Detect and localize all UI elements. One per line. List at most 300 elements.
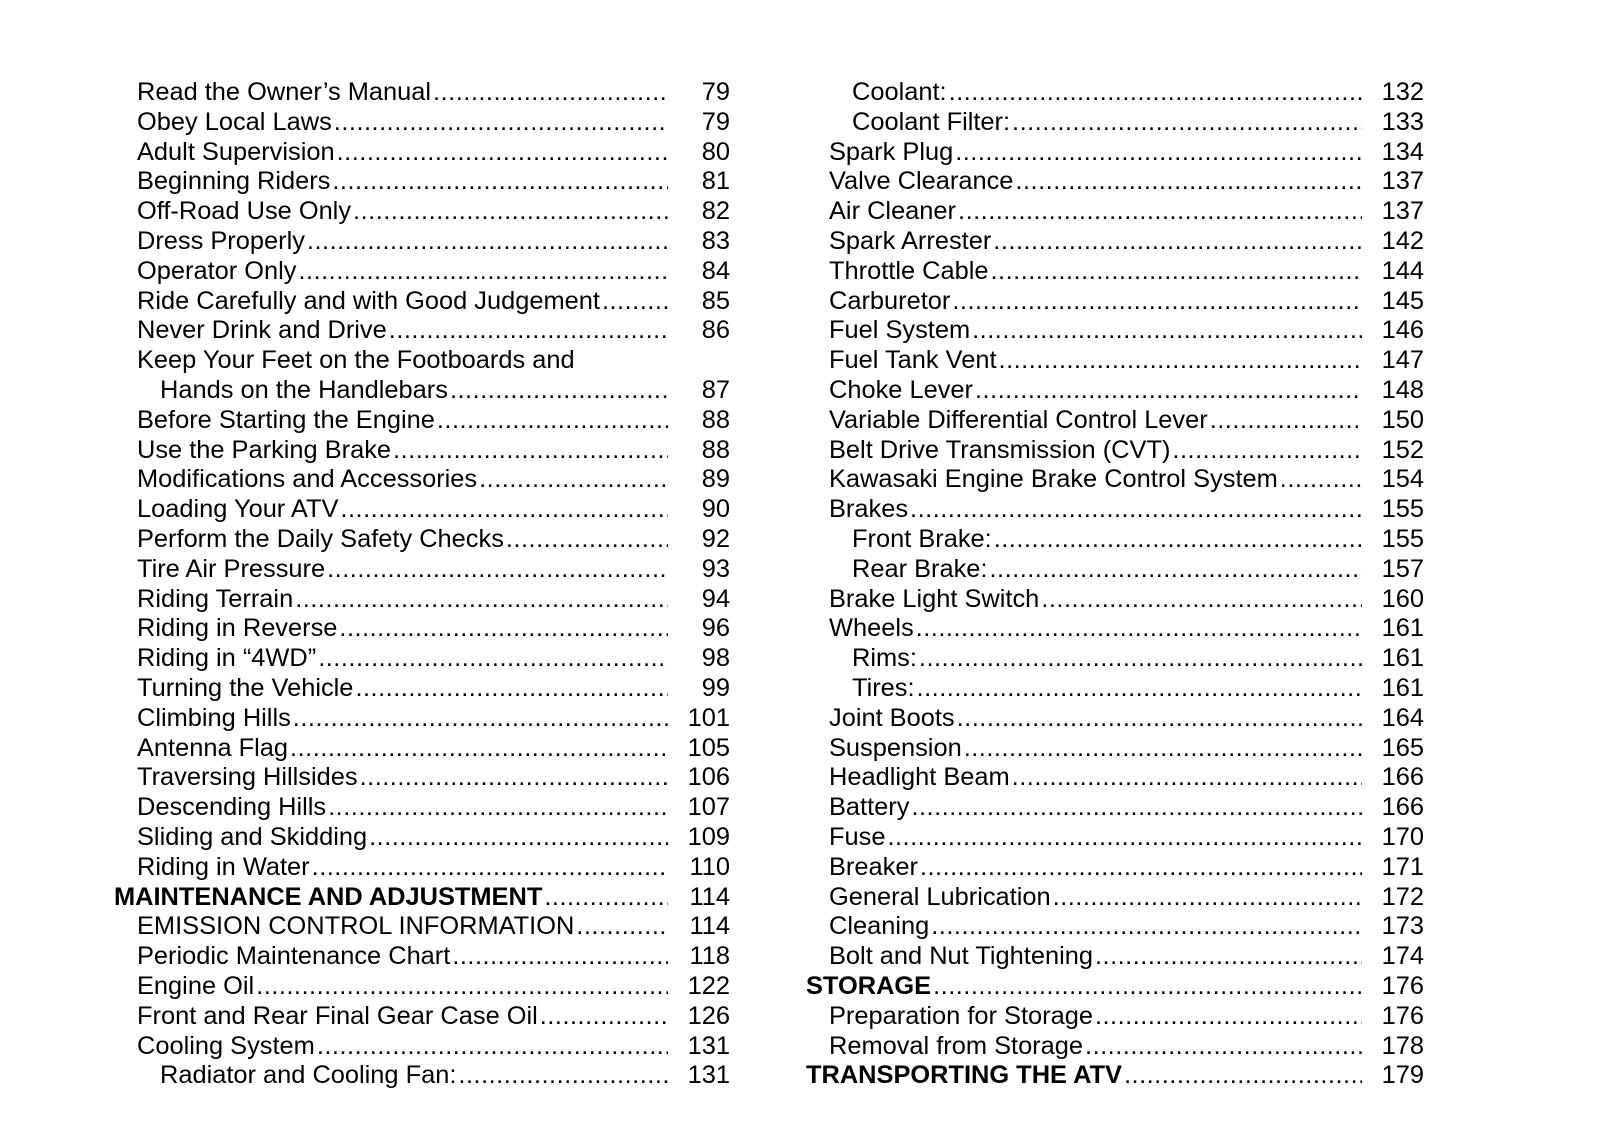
toc-entry-title-wrap [114,644,668,674]
toc-entry-title-wrap [806,376,1362,406]
toc-entry-title: Hands on the Handlebars [160,375,448,404]
toc-entry-title-wrap [114,346,668,376]
toc-entry[interactable] [114,1032,730,1062]
toc-dot-leader [1278,465,1362,495]
toc-entry-title-wrap [114,108,668,138]
toc-entry[interactable] [806,138,1424,168]
toc-entry-title-wrap [806,227,1362,257]
toc-dot-leader [332,108,668,138]
toc-entry[interactable] [114,614,730,644]
toc-entry-title: Perform the Daily Safety Checks [137,524,504,553]
toc-entry-title-wrap [114,406,668,436]
toc-entry-title: Joint Boots [829,703,955,732]
toc-entry[interactable] [114,555,730,585]
toc-dot-leader [987,555,1362,585]
toc-page-number: 90 [701,495,730,524]
toc-page-number: 164 [1381,703,1424,732]
toc-entry-title: Turning the Vehicle [137,673,354,702]
toc-entry[interactable] [806,465,1424,495]
toc-entry-title: Climbing Hills [137,703,291,732]
toc-dot-leader [991,227,1362,257]
toc-entry-title: Cooling System [137,1031,315,1060]
toc-entry-title-wrap [114,763,668,793]
toc-entry-title-wrap [806,436,1362,466]
toc-entry-title: Front Brake: [852,524,992,553]
toc-dot-leader [956,197,1362,227]
toc-entry[interactable] [806,704,1424,734]
toc-page-number: 84 [701,256,730,285]
toc-entry-title-wrap [114,525,668,555]
toc-entry[interactable] [806,495,1424,525]
toc-entry-title: Choke Lever [829,375,973,404]
toc-dot-leader [600,287,668,317]
toc-entry[interactable] [114,406,730,436]
toc-entry-title: EMISSION CONTROL INFORMATION [137,912,575,941]
toc-entry-title: Battery [829,793,910,822]
toc-page-number: 154 [1381,465,1424,494]
toc-page-number: 92 [701,524,730,553]
toc-entry[interactable] [806,436,1424,466]
toc-entry[interactable] [114,78,730,108]
toc-page-number: 81 [701,167,730,196]
toc-page-number: 146 [1381,316,1424,345]
toc-dot-leader [353,674,668,704]
toc-dot-leader [1013,167,1362,197]
toc-entry-title: Bolt and Nut Tightening [829,942,1093,971]
toc-entry[interactable] [806,197,1424,227]
toc-entry[interactable] [806,108,1424,138]
toc-dot-leader [254,972,668,1002]
toc-entry[interactable] [806,525,1424,555]
toc-entry[interactable] [114,227,730,257]
toc-dot-leader [917,644,1362,674]
toc-page-number: 80 [701,137,730,166]
toc-page-number: 148 [1381,375,1424,404]
toc-page-number: 166 [1381,793,1424,822]
toc-dot-leader [310,853,668,883]
toc-dot-leader [1039,585,1362,615]
toc-page-number: 109 [687,822,730,851]
toc-entry[interactable] [806,167,1424,197]
toc-entry[interactable] [114,495,730,525]
toc-left-column [114,78,730,1091]
toc-entry-title: Traversing Hillsides [137,763,358,792]
toc-page-number: 98 [701,644,730,673]
toc-dot-leader [955,704,1362,734]
toc-entry[interactable] [806,614,1424,644]
toc-dot-leader [288,734,668,764]
toc-dot-leader [953,138,1362,168]
toc-entry-title: Brakes [829,495,909,524]
toc-page-number: 176 [1381,971,1424,1000]
toc-entry-title: Cleaning [829,912,930,941]
toc-entry[interactable] [806,346,1424,376]
toc-entry[interactable] [114,257,730,287]
toc-entry-title: Coolant Filter: [852,107,1011,136]
toc-page-number: 93 [701,554,730,583]
toc-dot-leader [915,674,1362,704]
toc-page-number: 79 [701,107,730,136]
toc-page-number: 155 [1381,524,1424,553]
toc-entry[interactable] [114,853,730,883]
toc-entry[interactable] [114,167,730,197]
toc-page-number: 86 [701,316,730,345]
toc-page-number: 137 [1381,197,1424,226]
toc-entry[interactable] [806,1002,1424,1032]
toc-entry[interactable] [806,406,1424,436]
toc-entry-title-wrap [114,1002,668,1032]
toc-page-number: 133 [1381,107,1424,136]
toc-entry-title: General Lubrication [829,882,1051,911]
toc-entry-title-wrap [806,316,1362,346]
toc-page-number: 152 [1381,435,1424,464]
toc-page-number: 106 [687,763,730,792]
toc-page-number: 105 [687,733,730,762]
toc-page-number: 142 [1381,226,1424,255]
toc-entry[interactable] [114,376,730,406]
toc-dot-leader [316,644,668,674]
toc-entry-title: Fuel System [829,316,971,345]
toc-entry-title: Riding in “4WD” [137,644,317,673]
toc-dot-leader [296,257,668,287]
toc-entry-title: Wheels [829,614,914,643]
toc-entry-title-wrap [806,793,1362,823]
toc-entry-title-wrap [114,227,668,257]
toc-dot-leader [988,257,1362,287]
toc-dot-leader [908,495,1362,525]
toc-entry-title: Tire Air Pressure [137,554,326,583]
toc-page-number: 155 [1381,495,1424,524]
toc-page-number: 99 [701,673,730,702]
toc-entry[interactable] [114,763,730,793]
toc-entry-title: Preparation for Storage [829,1001,1093,1030]
toc-page-number: 83 [701,226,730,255]
toc-entry-title-wrap [806,555,1362,585]
toc-entry[interactable] [114,912,730,942]
toc-entry-title-wrap [114,465,668,495]
toc-entry[interactable] [114,465,730,495]
toc-dot-leader [325,555,668,585]
toc-entry-title-wrap [806,346,1362,376]
toc-entry[interactable] [114,436,730,466]
toc-dot-leader [391,436,668,466]
toc-dot-leader [326,793,668,823]
toc-entry-title: Operator Only [137,256,297,285]
toc-entry[interactable] [806,585,1424,615]
toc-entry-title-wrap [806,108,1362,138]
toc-page-number: 160 [1381,584,1424,613]
toc-entry-title-wrap [114,912,668,942]
toc-entry-title: Riding in Water [137,852,310,881]
toc-section-heading[interactable] [806,972,1424,1002]
toc-entry-title: Spark Plug [829,137,954,166]
toc-entry-title-wrap [806,167,1362,197]
toc-entry-title-wrap [806,704,1362,734]
toc-entry-title: Engine Oil [137,971,255,1000]
toc-dot-leader [435,406,668,436]
toc-entry[interactable] [114,972,730,1002]
toc-entry-title-wrap [806,823,1362,853]
toc-entry-title-wrap [114,823,668,853]
toc-entry-title-wrap [114,436,668,466]
toc-entry[interactable] [114,734,730,764]
toc-dot-leader [538,1002,668,1032]
toc-entry[interactable] [114,823,730,853]
toc-page-number: 131 [687,1061,730,1090]
toc-entry-title-wrap [114,495,668,525]
toc-dot-leader [335,138,668,168]
toc-entry-title: Valve Clearance [829,167,1014,196]
toc-entry[interactable] [114,942,730,972]
toc-section-heading[interactable] [114,883,730,913]
toc-entry[interactable] [114,138,730,168]
toc-entry[interactable] [114,644,730,674]
toc-entry-title-wrap [806,942,1362,972]
toc-dot-leader [992,525,1362,555]
toc-entry-title: Use the Parking Brake [137,435,392,464]
toc-entry-title: Kawasaki Engine Brake Control System [829,465,1278,494]
toc-entry[interactable] [114,1061,730,1091]
toc-entry[interactable] [114,704,730,734]
toc-entry-title-wrap [806,585,1362,615]
toc-entry-title-wrap [806,465,1362,495]
toc-entry-title-wrap [114,555,668,585]
toc-entry[interactable] [806,376,1424,406]
toc-entry[interactable] [114,108,730,138]
toc-entry-title: Spark Arrester [829,226,992,255]
toc-entry[interactable] [114,1002,730,1032]
toc-entry-title-wrap [806,138,1362,168]
toc-entry-title: Periodic Maintenance Chart [137,942,451,971]
toc-dot-leader [947,78,1362,108]
toc-page-number: 87 [701,375,730,404]
toc-entry-title: Front and Rear Final Gear Case Oil [137,1001,538,1030]
toc-dot-leader [338,495,668,525]
toc-entry-title: Obey Local Laws [137,107,332,136]
toc-dot-leader [914,614,1362,644]
toc-section-heading[interactable] [806,1061,1424,1091]
toc-entry-title: Descending Hills [137,793,327,822]
toc-dot-leader [1083,1032,1362,1062]
toc-entry-title-wrap [806,197,1362,227]
toc-page-number: 131 [687,1031,730,1060]
toc-entry-title-wrap [114,197,668,227]
toc-entry[interactable] [806,674,1424,704]
toc-entry-title-wrap [806,972,1362,1002]
toc-entry-title-wrap [114,853,668,883]
toc-entry-title: Riding Terrain [137,584,294,613]
toc-page-number: 88 [701,435,730,464]
toc-entry[interactable] [114,287,730,317]
toc-dot-leader [1010,108,1362,138]
toc-entry[interactable] [806,555,1424,585]
toc-entry[interactable] [806,734,1424,764]
toc-page-number: 147 [1381,346,1424,375]
toc-entry-title-wrap [114,167,668,197]
toc-right-column [806,78,1424,1091]
toc-page-number: 89 [701,465,730,494]
toc-entry-title: Variable Differential Control Lever [829,405,1208,434]
toc-entry-title: Air Cleaner [829,197,957,226]
toc-entry[interactable] [114,525,730,555]
toc-dot-leader [970,316,1362,346]
toc-page-number: 94 [701,584,730,613]
toc-entry-title: Dress Properly [137,226,305,255]
toc-entry[interactable] [114,197,730,227]
toc-page-number: 176 [1381,1001,1424,1030]
toc-page-number: 122 [687,971,730,1000]
toc-entry-title-wrap [114,585,668,615]
toc-entry-title: Riding in Reverse [137,614,338,643]
toc-dot-leader [504,525,668,555]
toc-page-number: 166 [1381,763,1424,792]
toc-dot-leader [337,614,668,644]
toc-page-number: 107 [687,793,730,822]
toc-entry-title-wrap [114,376,668,406]
toc-entry[interactable] [806,793,1424,823]
toc-dot-leader [358,763,668,793]
toc-dot-leader [456,1061,668,1091]
toc-page-number: 126 [687,1001,730,1030]
toc-entry-title-wrap [114,1032,668,1062]
toc-entry[interactable] [114,316,730,346]
toc-entry-title-wrap [806,78,1362,108]
toc-entry[interactable] [806,853,1424,883]
toc-entry-title: Belt Drive Transmission (CVT) [829,435,1171,464]
toc-entry-title-wrap [114,793,668,823]
toc-entry-title: Never Drink and Drive [137,316,387,345]
toc-entry-title: Removal from Storage [829,1031,1084,1060]
toc-entry-title-wrap [114,614,668,644]
toc-entry[interactable] [114,674,730,704]
toc-page-number: 114 [689,912,730,941]
toc-entry-title: Radiator and Cooling Fan: [160,1061,457,1090]
toc-entry[interactable] [806,257,1424,287]
toc-page-number: 161 [1381,614,1424,643]
toc-dot-leader [477,465,668,495]
toc-entry-title: Headlight Beam [829,763,1010,792]
toc-entry-title-wrap [806,1002,1362,1032]
toc-dot-leader [367,823,668,853]
toc-dot-leader [931,972,1362,1002]
toc-entry[interactable] [806,883,1424,913]
toc-entry-title-wrap [114,972,668,1002]
toc-entry-title-wrap [114,704,668,734]
toc-entry[interactable] [806,287,1424,317]
toc-entry-title: Beginning Riders [137,167,331,196]
toc-entry-title-wrap [806,912,1362,942]
toc-page-number: 144 [1381,256,1424,285]
toc-entry-title-wrap [806,763,1362,793]
toc-entry[interactable] [806,942,1424,972]
toc-entry-title: Throttle Cable [829,256,989,285]
toc-entry-title-wrap [806,1032,1362,1062]
toc-entry-title-wrap [806,674,1362,704]
toc-page-number: 137 [1381,167,1424,196]
toc-page-number: 101 [687,703,730,732]
toc-entry-title-wrap [806,257,1362,287]
toc-entry-title: Breaker [829,852,918,881]
toc-page-number: 172 [1381,882,1424,911]
toc-entry-title-wrap [806,853,1362,883]
toc-entry-title-wrap [114,316,668,346]
toc-entry-title-wrap [806,525,1362,555]
toc-entry[interactable] [806,644,1424,674]
toc-page-number: 165 [1381,733,1424,762]
toc-dot-leader [885,823,1362,853]
toc-dot-leader [293,585,668,615]
toc-page-number: 161 [1381,673,1424,702]
toc-entry-title: Tires: [852,673,915,702]
toc-page-number: 118 [689,942,730,971]
toc-entry-title-wrap [114,883,668,913]
toc-dot-leader [351,197,668,227]
toc-entry-title: TRANSPORTING THE ATV [806,1061,1122,1090]
toc-entry[interactable] [806,227,1424,257]
toc-entry-title-wrap [114,942,668,972]
toc-entry[interactable] [806,763,1424,793]
toc-dot-leader [450,942,668,972]
toc-dot-leader [997,346,1362,376]
toc-dot-leader [909,793,1362,823]
toc-dot-leader [1093,1002,1362,1032]
toc-entry-title-wrap [114,734,668,764]
toc-dot-leader [1051,883,1362,913]
toc-entry[interactable] [806,823,1424,853]
toc-page-number: 174 [1381,942,1424,971]
toc-entry-title: Brake Light Switch [829,584,1040,613]
toc-entry[interactable] [114,346,730,376]
toc-dot-leader [1010,763,1362,793]
toc-entry[interactable] [806,316,1424,346]
toc-dot-leader [330,167,668,197]
toc-dot-leader [1170,436,1362,466]
toc-page-number: 110 [689,852,730,881]
toc-entry-title-wrap [114,674,668,704]
toc-entry-title: Adult Supervision [137,137,335,166]
toc-entry-title: Rear Brake: [852,554,988,583]
toc-dot-leader [1093,942,1362,972]
toc-entry[interactable] [114,793,730,823]
toc-dot-leader [315,1032,668,1062]
toc-page-number: 170 [1381,822,1424,851]
toc-entry-title: Off-Road Use Only [137,197,352,226]
toc-entry-title: Carburetor [829,286,951,315]
toc-page-number: 178 [1381,1031,1424,1060]
toc-entry[interactable] [114,585,730,615]
toc-page-number: 173 [1381,912,1424,941]
toc-entry[interactable] [806,78,1424,108]
toc-page-number: 132 [1381,78,1424,106]
toc-page-number: 114 [689,882,730,911]
toc-entry-title: STORAGE [806,971,932,1000]
toc-entry-title-wrap [806,406,1362,436]
toc-entry-title-wrap [806,1061,1362,1091]
toc-dot-leader [973,376,1362,406]
toc-entry[interactable] [806,1032,1424,1062]
toc-page-number: 82 [701,197,730,226]
toc-entry-title-wrap [114,1061,668,1091]
toc-entry-title-wrap [806,734,1362,764]
toc-page-number: 161 [1381,644,1424,673]
toc-dot-leader [448,376,668,406]
toc-page-number: 157 [1381,554,1424,583]
toc-entry-title-wrap [806,495,1362,525]
toc-page-number: 134 [1381,137,1424,166]
toc-entry-title: Modifications and Accessories [137,465,478,494]
toc-dot-leader [1208,406,1362,436]
toc-entry[interactable] [806,912,1424,942]
